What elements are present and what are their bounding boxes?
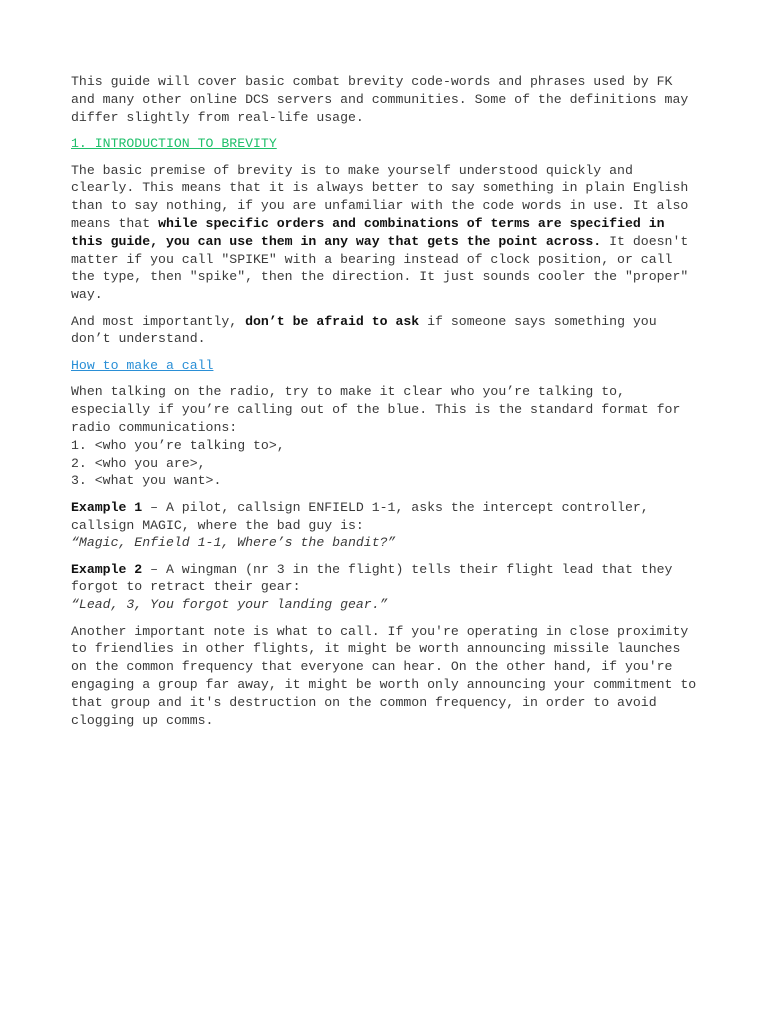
- list-item: 1. <who you’re talking to>,: [71, 437, 285, 453]
- brevity-premise-paragraph: [71, 162, 701, 304]
- example-1-text: – A pilot, callsign ENFIELD 1-1, asks the intercept controller, callsign MAGIC, where the bad guy is:: [71, 499, 657, 533]
- premise-bold-text: while specific orders and combinations of terms are specified in this guide, you can use them in any way that gets the point across.: [71, 216, 673, 249]
- section-heading-introduction[interactable]: 1. INTRODUCTION TO BREVITY: [71, 135, 277, 151]
- document-page: [71, 73, 705, 738]
- ask-text-b: if someone says something you don’t understand.: [71, 313, 665, 347]
- ask-bold-text: don’t be afraid to ask: [245, 313, 420, 329]
- premise-text-a: The basic premise of brevity is to make yourself understood quickly and clearly. This means that it is always better to say something in plain English than to say nothing, if you are unfamiliar with the code words in use. It also means that: [71, 162, 697, 232]
- example-2-paragraph: [71, 561, 701, 614]
- section-heading-how-to-call[interactable]: How to make a call: [71, 357, 214, 373]
- ask-paragraph: [71, 313, 701, 349]
- intro-paragraph: This guide will cover basic combat brevity code-words and phrases used by FK and many other online DCS servers and communities. Some of the definitions may differ slightly from real-life usage.: [71, 74, 697, 125]
- example-2-label: Example 2: [71, 561, 143, 577]
- example-1-label: Example 1: [71, 499, 143, 515]
- ask-text-a: And most importantly,: [71, 313, 246, 329]
- radio-format-intro: When talking on the radio, try to make it clear who you’re talking to, especially if you’re calling out of the blue. This is the standard format for radio communications:: [71, 384, 689, 436]
- example-2-quote: “Lead, 3, You forgot your landing gear.”: [71, 597, 388, 613]
- premise-text-b: It doesn't matter if you call "SPIKE" with a bearing instead of clock position, or call the type, then "spike", then the direction. It just sounds cooler the "proper" way.: [71, 233, 697, 303]
- list-item: 2. <who you are>,: [71, 455, 206, 471]
- list-item: 3. <what you want>.: [71, 473, 222, 489]
- example-1-quote: “Magic, Enfield 1-1, Where’s the bandit?”: [71, 535, 396, 551]
- what-to-call-paragraph: Another important note is what to call. If you're operating in close proximity to friendlies in other flights, it might be worth announcing missile launches on the common frequency that everyone can hear. On the other hand, if you're engaging a group far away, it might be worth only announcing your commitment to that group and it's destruction on the common frequency, in order to avoid clogging up comms.: [71, 623, 705, 728]
- example-1-paragraph: [71, 499, 701, 552]
- example-2-text: – A wingman (nr 3 in the flight) tells their flight lead that they forgot to retract their gear:: [71, 561, 681, 595]
- radio-format-paragraph: [71, 383, 701, 490]
